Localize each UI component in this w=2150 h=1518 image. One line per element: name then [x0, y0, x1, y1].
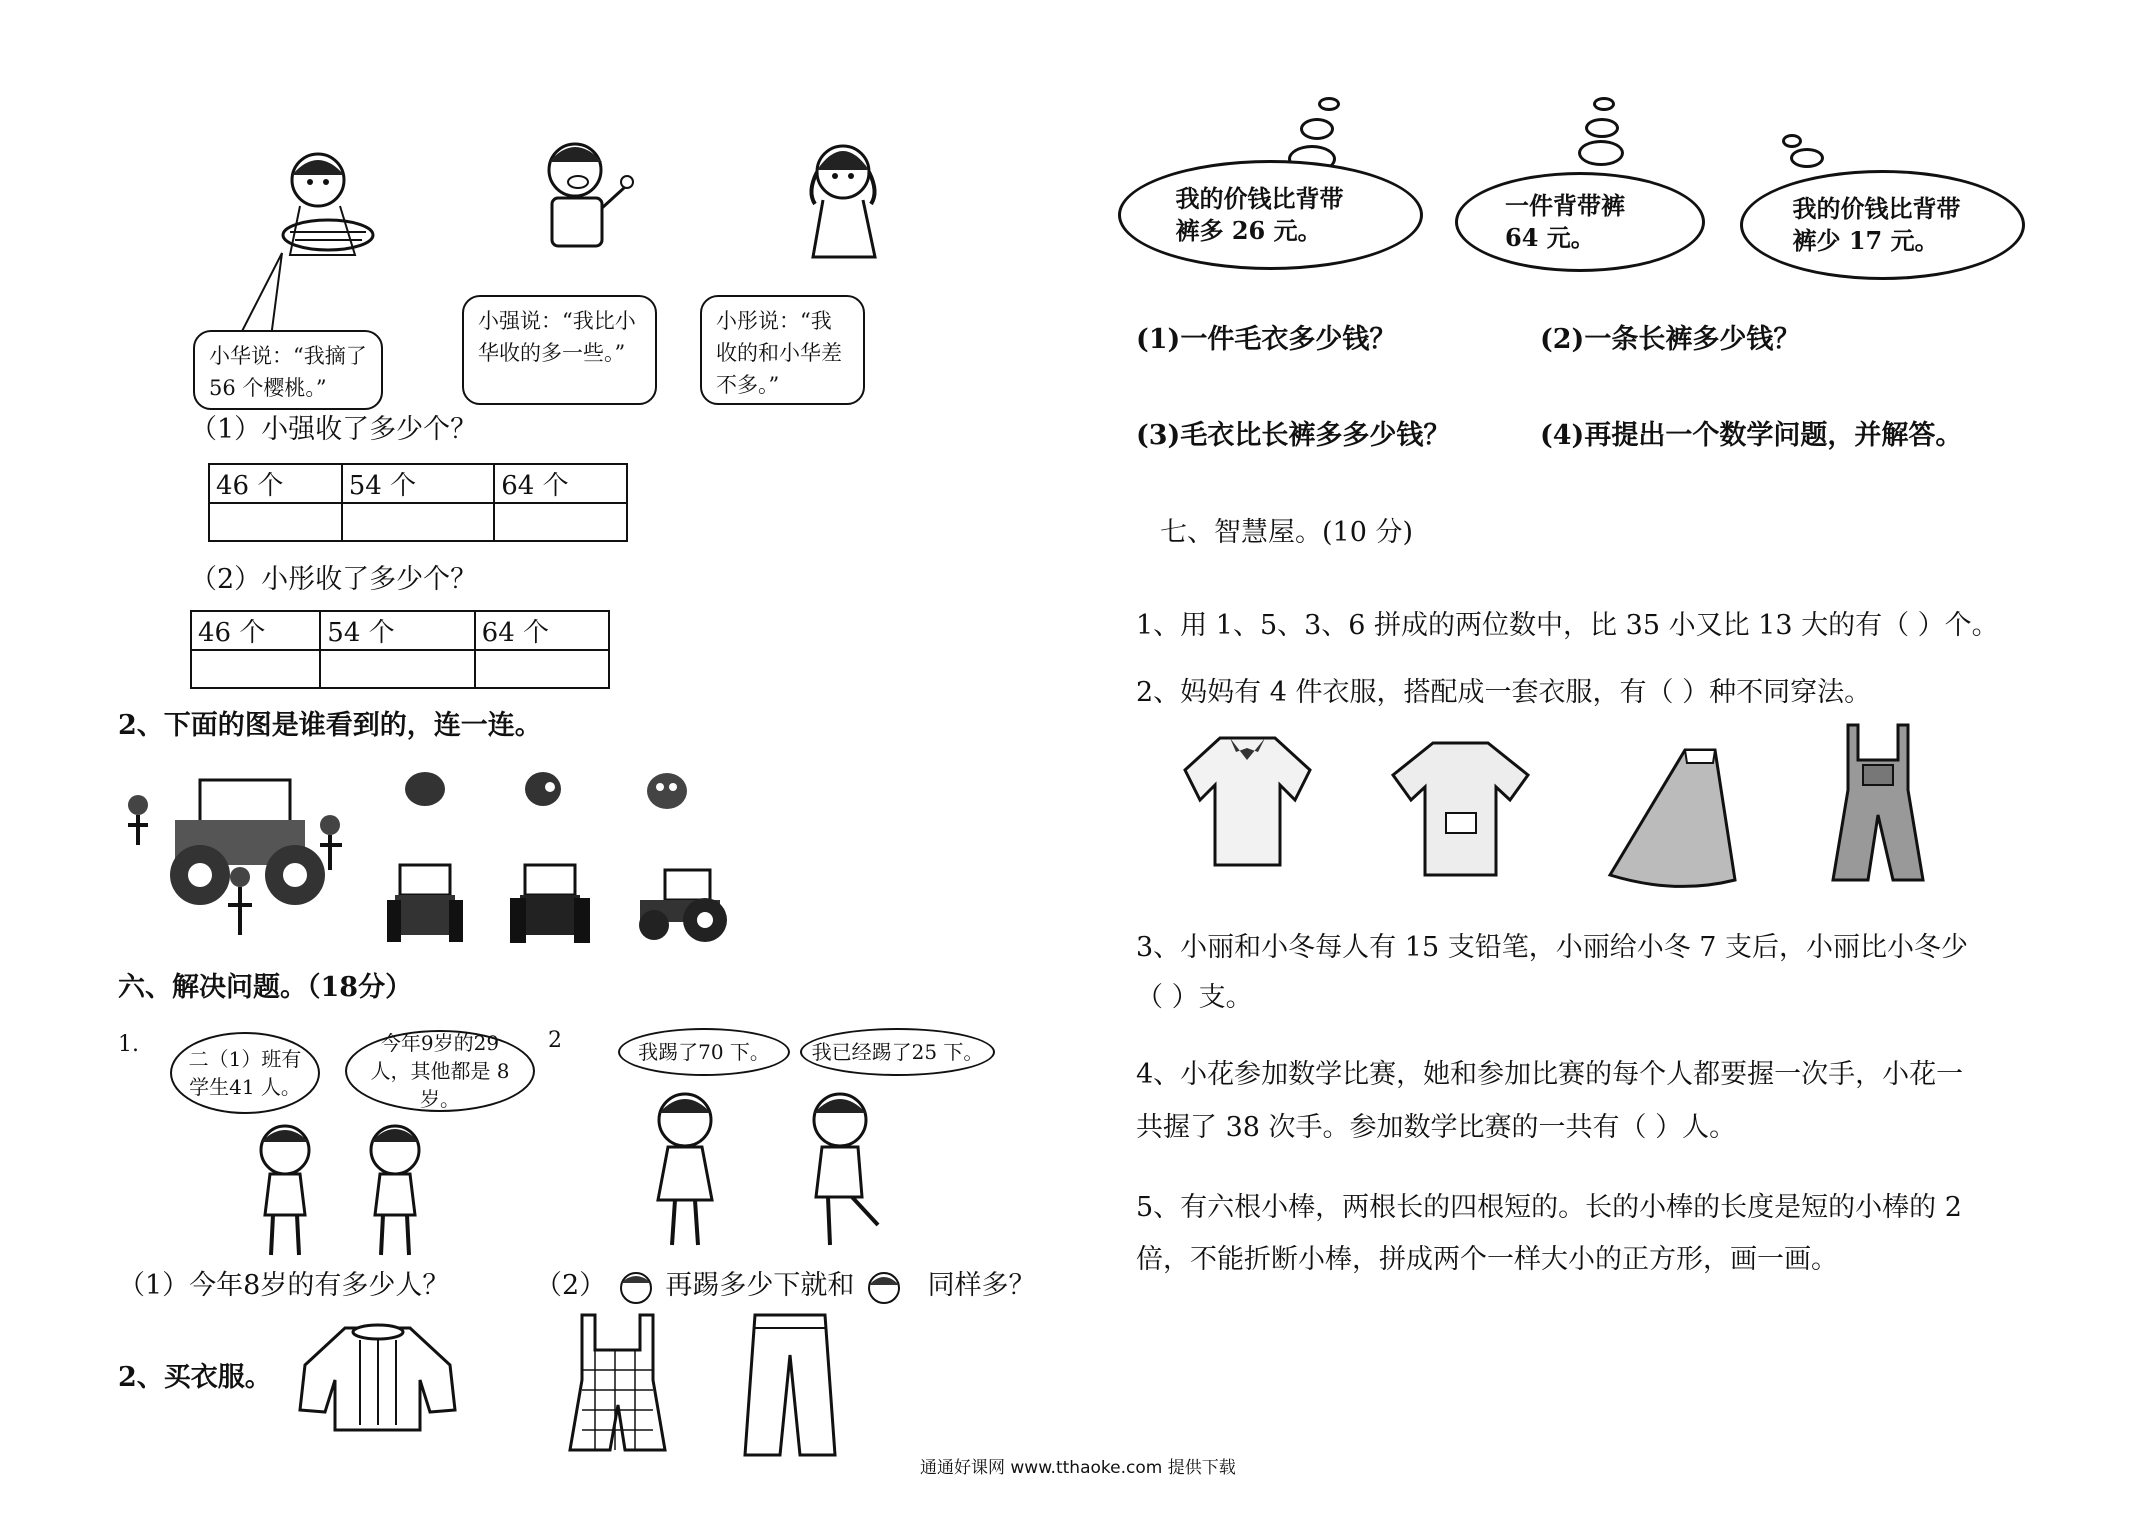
shuttlecock-kicking-children-figure — [630, 1085, 910, 1255]
kick-25-speech-bubble — [800, 1028, 995, 1076]
head-view-2-icon — [518, 765, 568, 810]
wisdom-question-5-line2: 倍，不能折断小棒，拼成两个一样大小的正方形，画一画。 — [1136, 1244, 1838, 1275]
overalls-icon — [560, 1310, 675, 1455]
wisdom-question-3-line2: （ ）支。 — [1136, 982, 1253, 1013]
xiaohua-speech-bubble — [193, 330, 383, 410]
question-pants-price: (2)一条长裤多少钱？ — [1540, 324, 1801, 355]
question-sweater-price: (1)一件毛衣多少钱？ — [1136, 324, 1397, 355]
sweater-icon — [290, 1320, 465, 1435]
answer-cell[interactable] — [209, 503, 342, 541]
boy-head-icon — [615, 1269, 657, 1305]
question-price-difference: (3)毛衣比长裤多多少钱？ — [1136, 420, 1451, 451]
kick-25-text: 我已经踢了25 下。 — [811, 1040, 984, 1064]
choice-cell: 54 个 — [320, 611, 474, 650]
wisdom-question-5-line1: 5、有六根小棒，两根长的四根短的。长的小棒的长度是短的小棒的 2 — [1136, 1192, 1962, 1223]
problem2-question — [535, 1268, 1036, 1305]
wisdom-question-4-line1: 4、小花参加数学比赛，她和参加比赛的每个人都要握一次手，小花一 — [1136, 1059, 1964, 1090]
choice-cell: 64 个 — [494, 464, 627, 503]
q1-sub2-question: （2）小彤收了多少个？ — [190, 564, 478, 595]
q1-sub2-choice-table — [190, 610, 610, 689]
overalls-price-text: 一件背带裤 64 元。 — [1505, 191, 1625, 252]
kick-70-speech-bubble — [618, 1028, 790, 1076]
wisdom-question-2: 2、妈妈有 4 件衣服，搭配成一套衣服，有（ ）种不同穿法。 — [1136, 677, 1872, 708]
problem1-number: 1. — [118, 1032, 139, 1057]
tractor-view-front-icon — [385, 860, 465, 945]
age-count-text: 今年9岁的29人，其他都是 8 岁。 — [370, 1031, 510, 1111]
tractor-scene-figure — [120, 765, 350, 945]
answer-cell[interactable] — [320, 650, 474, 688]
xiaohua-speech-text: 小华说：“我摘了 56 个樱桃。” — [209, 344, 367, 400]
tractor-view-back-icon — [510, 860, 590, 945]
thought-ring — [1790, 148, 1824, 168]
answer-cell[interactable] — [475, 650, 609, 688]
wisdom-question-3-line1: 3、小丽和小冬每人有 15 支铅笔，小丽给小冬 7 支后，小丽比小冬少 — [1136, 932, 1969, 963]
xiaotong-speech-text: 小彤说：“我收的和小华差不多。” — [716, 309, 842, 397]
class-count-text: 二（1）班有学生41 人。 — [188, 1047, 302, 1099]
section6-title: 六、解决问题。（18分） — [118, 972, 413, 1003]
sweater-price-text: 我的价钱比背带裤多 26 元。 — [1175, 184, 1344, 245]
thought-ring — [1593, 97, 1615, 111]
boy-xiaoqiang-figure — [530, 132, 640, 267]
question-ask-new: (4)再提出一个数学问题，并解答。 — [1540, 420, 1963, 451]
wisdom-question-4-line2: 共握了 38 次手。参加数学比赛的一共有（ ）人。 — [1136, 1112, 1737, 1143]
overalls-price-cloud — [1455, 172, 1705, 272]
thought-ring — [1782, 134, 1802, 148]
problem2-question-mid: 再踢多少下就和 — [665, 1270, 855, 1301]
overalls-gray-icon — [1823, 720, 1928, 885]
choice-cell: 46 个 — [209, 464, 342, 503]
choice-cell: 46 个 — [191, 611, 320, 650]
kick-70-text: 我踢了70 下。 — [638, 1040, 770, 1064]
thought-ring — [1578, 140, 1624, 166]
section7-title: 七、智慧屋。(10 分) — [1160, 517, 1414, 548]
polo-shirt-icon — [1180, 730, 1315, 870]
tractor-view-side-icon — [630, 865, 730, 945]
problem2-number: 2 — [548, 1028, 562, 1053]
girl-head-icon — [863, 1269, 905, 1305]
answer-cell[interactable] — [191, 650, 320, 688]
long-skirt-icon — [1605, 745, 1740, 890]
tshirt-icon — [1388, 735, 1533, 880]
problem1-question: （1）今年8岁的有多少人？ — [118, 1270, 450, 1301]
xiaoqiang-speech-bubble — [462, 295, 657, 405]
class-count-speech-bubble — [170, 1032, 320, 1114]
choice-cell: 64 个 — [475, 611, 609, 650]
q1-sub1-choice-table — [208, 463, 628, 542]
choice-cell: 54 个 — [342, 464, 494, 503]
q2-title: 2、下面的图是谁看到的，连一连。 — [118, 710, 542, 741]
thought-ring — [1300, 118, 1334, 140]
girl-eating-cherries-figure — [270, 140, 380, 260]
answer-cell[interactable] — [342, 503, 494, 541]
pants-price-text: 我的价钱比背带裤少 17 元。 — [1792, 194, 1961, 255]
xiaotong-speech-bubble — [700, 295, 865, 405]
thought-ring — [1585, 118, 1619, 138]
answer-cell[interactable] — [494, 503, 627, 541]
head-view-1-icon — [400, 765, 450, 810]
problem2-question-suffix: 同样多？ — [927, 1270, 1036, 1301]
wisdom-question-1: 1、用 1、5、3、6 拼成的两位数中，比 35 小又比 13 大的有（ ）个。 — [1136, 610, 1999, 641]
age-count-speech-bubble — [345, 1030, 535, 1112]
thought-ring — [1318, 97, 1340, 111]
girl-xiaotong-figure — [795, 132, 895, 267]
head-view-3-icon — [640, 765, 695, 815]
problem2-question-prefix: （2） — [535, 1270, 607, 1301]
long-pants-icon — [740, 1310, 840, 1460]
buy-clothes-title: 2、买衣服。 — [118, 1362, 272, 1393]
two-children-figure — [235, 1120, 455, 1260]
q1-sub1-question: （1）小强收了多少个？ — [190, 414, 478, 445]
footer-credit: 通通好课网 www.tthaoke.com 提供下载 — [920, 1458, 1236, 1478]
pants-price-cloud — [1740, 170, 2025, 280]
xiaoqiang-speech-text: 小强说：“我比小华收的多一些。” — [478, 309, 636, 365]
sweater-price-cloud — [1118, 160, 1423, 270]
